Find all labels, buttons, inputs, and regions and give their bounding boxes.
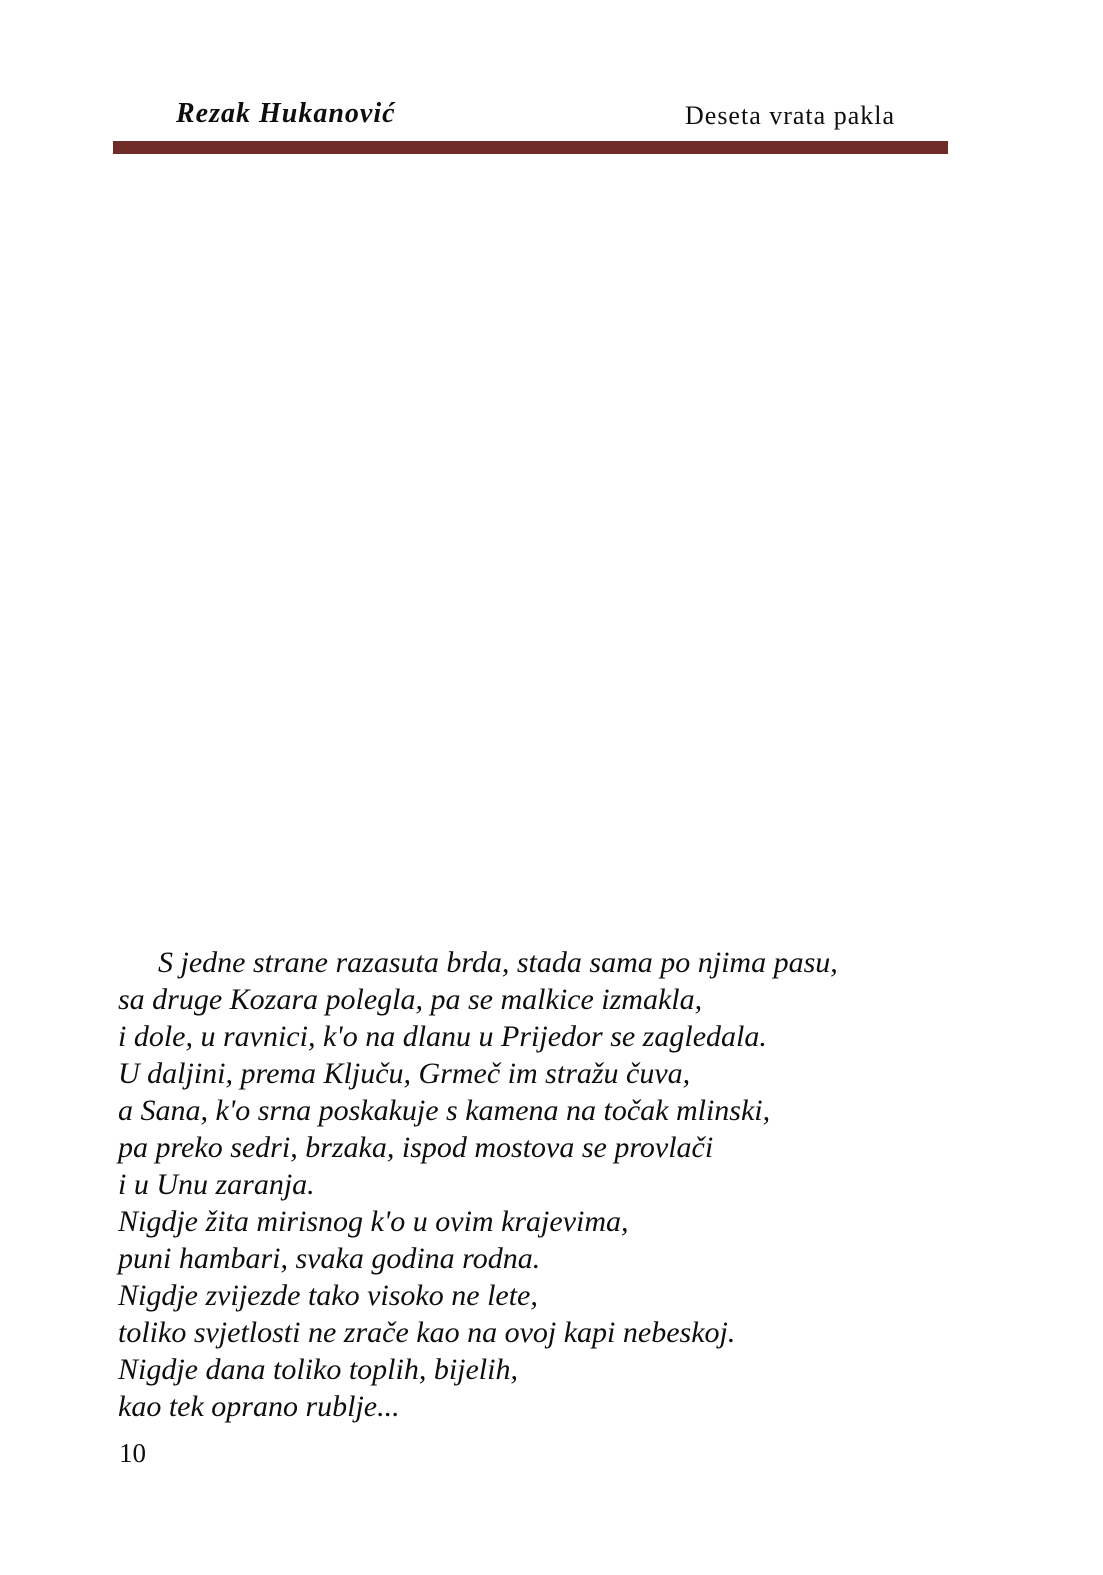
page-number: 10 bbox=[119, 1438, 146, 1468]
header-book-title: Deseta vrata pakla bbox=[685, 101, 896, 130]
poem-line: sa druge Kozara polegla, pa se malkice izmakla, bbox=[118, 983, 703, 1016]
poem-line: S jedne strane razasuta brda, stada sama po njima pasu, bbox=[158, 946, 838, 979]
poem-stanza bbox=[118, 944, 998, 1425]
poem-line: a Sana, k'o srna poskakuje s kamena na točak mlinski, bbox=[118, 1094, 771, 1127]
poem-line: puni hambari, svaka godina rodna. bbox=[118, 1242, 541, 1275]
poem-line: kao tek oprano rublje... bbox=[118, 1390, 400, 1423]
poem-line: Nigdje žita mirisnog k'o u ovim krajevima, bbox=[118, 1205, 629, 1238]
header-rule bbox=[113, 141, 948, 154]
poem-line: pa preko sedri, brzaka, ispod mostova se provlači bbox=[118, 1131, 714, 1164]
poem-line: i dole, u ravnici, k'o na dlanu u Prijedor se zagledala. bbox=[118, 1020, 767, 1053]
poem-line: U daljini, prema Ključu, Grmeč im stražu čuva, bbox=[118, 1057, 691, 1090]
poem-line: Nigdje dana toliko toplih, bijelih, bbox=[118, 1353, 518, 1386]
poem-line: i u Unu zaranja. bbox=[118, 1168, 315, 1201]
poem-line: Nigdje zvijezde tako visoko ne lete, bbox=[118, 1279, 538, 1312]
header-author-name: Rezak Hukanović bbox=[176, 98, 396, 129]
poem-line: toliko svjetlosti ne zrače kao na ovoj kapi nebeskoj. bbox=[118, 1316, 736, 1349]
